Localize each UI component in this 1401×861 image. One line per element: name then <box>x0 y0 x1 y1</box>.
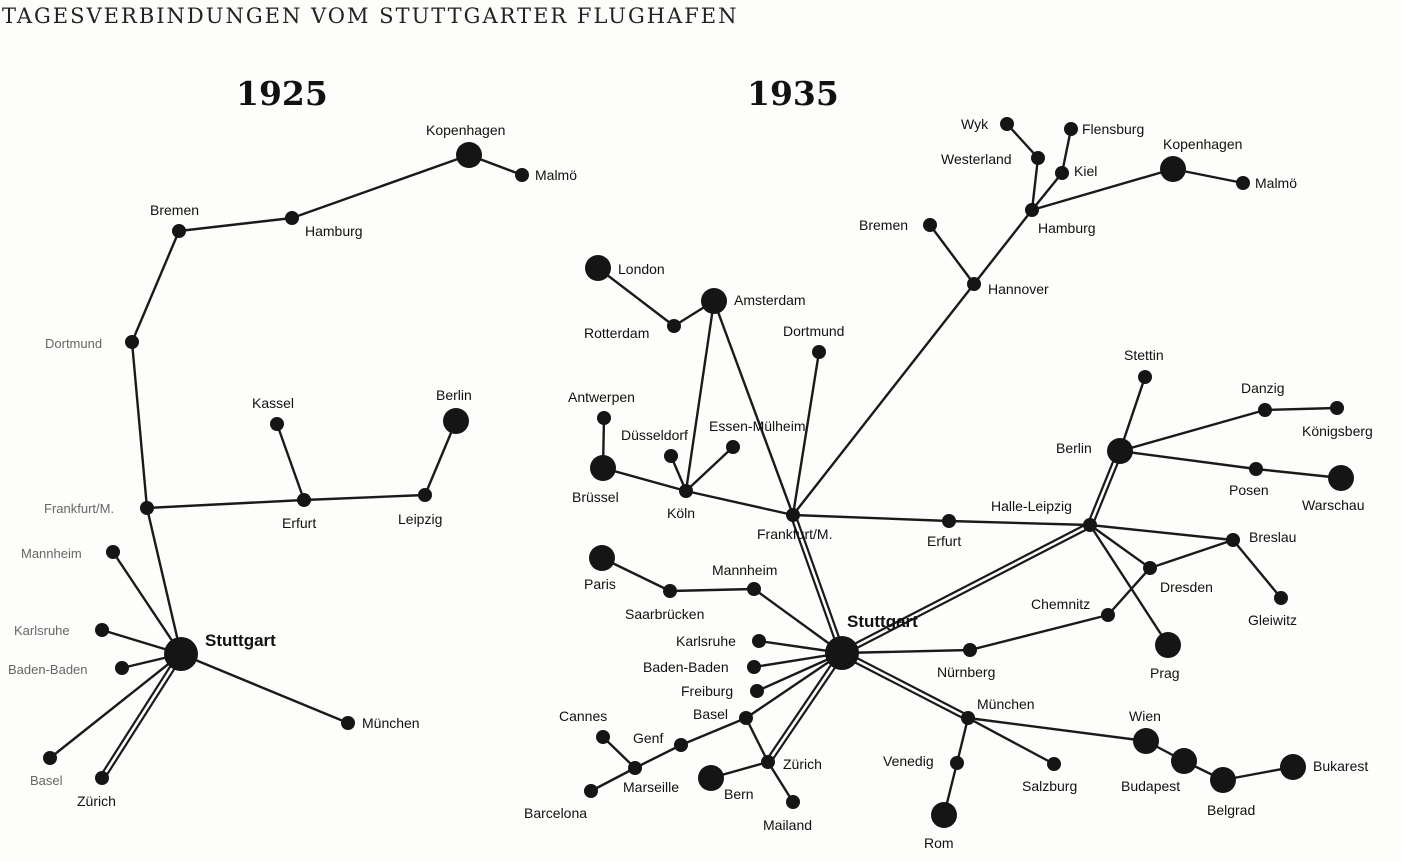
city-marker <box>786 795 800 809</box>
route-1935-koeln-essen <box>686 447 733 491</box>
city-label: Basel <box>30 773 63 788</box>
route-1935-halle-prag <box>1090 525 1168 645</box>
city-label: Erfurt <box>282 515 317 531</box>
city-marker <box>1047 757 1061 771</box>
route-1935-stuttgart-nuernberg <box>842 650 970 653</box>
city-1935-paris <box>584 545 616 592</box>
city-1925-berlin <box>436 387 472 434</box>
city-1925-kassel <box>252 395 294 431</box>
city-marker <box>1330 401 1344 415</box>
city-label: Danzig <box>1241 380 1285 396</box>
city-label: Frankfurt/M. <box>44 501 115 516</box>
city-1935-koeln <box>667 484 695 521</box>
city-1935-hamburg <box>1025 203 1096 236</box>
city-label: Flensburg <box>1082 121 1145 137</box>
route-1935-basel-zuerich <box>746 718 768 762</box>
city-marker <box>628 761 642 775</box>
city-1935-karlsruhe <box>676 633 766 649</box>
city-label: Königsberg <box>1302 423 1373 439</box>
city-label: Venedig <box>883 753 934 769</box>
city-marker <box>750 684 764 698</box>
city-1925-dortmund <box>45 335 139 351</box>
city-label: Prag <box>1150 665 1180 681</box>
city-label: Chemnitz <box>1031 596 1091 612</box>
city-1935-flensburg <box>1064 121 1144 137</box>
city-label: Saarbrücken <box>625 606 705 622</box>
city-label: Gleiwitz <box>1248 612 1298 628</box>
city-1935-danzig <box>1241 380 1285 417</box>
route-1935-berlin-posen <box>1120 451 1256 469</box>
city-1935-berlin <box>1056 438 1133 464</box>
city-label: Köln <box>667 505 696 521</box>
city-label: Antwerpen <box>568 389 635 405</box>
city-marker <box>418 488 432 502</box>
city-1935-budapest <box>1121 748 1197 794</box>
city-label: Essen-Mülheim <box>709 418 806 434</box>
route-1935-frankfurt-amsterdam <box>714 301 793 515</box>
city-1935-cannes <box>559 708 610 744</box>
city-marker <box>115 661 129 675</box>
city-label: Kopenhagen <box>426 122 506 138</box>
city-label: Budapest <box>1121 778 1181 794</box>
route-1925-kassel-erfurt <box>277 424 304 500</box>
city-marker <box>1055 166 1069 180</box>
city-label: Berlin <box>436 387 472 403</box>
route-1935-frankfurt-hannover <box>793 284 974 515</box>
route-1935-berlin-danzig <box>1120 410 1265 451</box>
city-1935-warschau <box>1302 465 1365 513</box>
city-1925-frankfurt <box>44 501 154 516</box>
city-marker <box>961 711 975 725</box>
route-1935-hannover-bremen <box>930 225 974 284</box>
city-marker <box>825 636 859 670</box>
city-marker <box>297 493 311 507</box>
city-marker <box>1210 767 1236 793</box>
route-1935-koeln-amsterdam <box>686 301 714 491</box>
city-1935-prag <box>1150 632 1181 681</box>
city-1935-essen <box>709 418 805 454</box>
city-marker <box>963 643 977 657</box>
city-marker <box>1226 533 1240 547</box>
city-marker <box>1083 518 1097 532</box>
city-label: Hamburg <box>1038 220 1096 236</box>
city-label: Kiel <box>1074 163 1098 179</box>
city-label: Bremen <box>859 217 909 233</box>
route-1935-frankfurt-koeln <box>686 491 793 515</box>
city-marker <box>1280 754 1306 780</box>
city-label: Stuttgart <box>847 612 918 631</box>
city-marker <box>1064 122 1078 136</box>
city-marker <box>752 634 766 648</box>
city-1935-duesseldorf <box>621 427 688 463</box>
city-marker <box>1249 462 1263 476</box>
city-marker <box>747 582 761 596</box>
city-marker <box>747 660 761 674</box>
route-1935-hamburg-kopenhagen <box>1032 169 1173 210</box>
route-1925-erfurt-leipzig <box>304 495 425 500</box>
city-1925-hamburg <box>285 211 363 239</box>
city-1925-basel <box>30 751 63 788</box>
city-marker <box>164 637 198 671</box>
city-1935-amsterdam <box>701 288 806 314</box>
city-marker <box>95 771 109 785</box>
city-1935-venedig <box>883 753 964 770</box>
route-1935-frankfurt-erfurt <box>793 515 949 521</box>
city-label: Hannover <box>988 281 1049 297</box>
city-marker <box>1274 591 1288 605</box>
city-marker <box>596 730 610 744</box>
route-1935-chemnitz-nuernberg <box>970 615 1108 650</box>
city-1935-gleiwitz <box>1248 591 1297 628</box>
city-marker <box>1031 151 1045 165</box>
city-marker <box>270 417 284 431</box>
route-1925-hamburg-kopenhagen <box>292 155 469 218</box>
city-label: Wyk <box>961 116 989 132</box>
city-marker <box>701 288 727 314</box>
city-1935-rotterdam <box>584 319 681 341</box>
city-label: Wien <box>1129 708 1161 724</box>
route-1925-frankfurt-dortmund <box>132 342 147 508</box>
city-marker <box>341 716 355 730</box>
city-1935-bukarest <box>1280 754 1368 780</box>
city-label: Bern <box>724 786 754 802</box>
city-label: Nürnberg <box>937 664 996 680</box>
city-1935-salzburg <box>1022 757 1077 794</box>
links-1925 <box>50 155 522 779</box>
city-marker <box>739 711 753 725</box>
route-1935-danzig-koenigsberg <box>1265 408 1337 410</box>
city-marker <box>923 218 937 232</box>
city-label: Leipzig <box>398 511 443 527</box>
city-marker <box>1025 203 1039 217</box>
city-label: Baden-Baden <box>8 662 88 677</box>
city-label: Stuttgart <box>205 631 276 650</box>
city-label: Dresden <box>1160 579 1213 595</box>
city-label: Baden-Baden <box>643 659 729 675</box>
city-1935-hannover <box>967 277 1049 297</box>
city-1925-zuerich <box>77 771 116 809</box>
city-marker <box>1138 370 1152 384</box>
city-marker <box>106 545 120 559</box>
city-label: Mannheim <box>712 562 778 578</box>
route-1935-stuttgart-muenchen <box>841 651 969 720</box>
city-marker <box>950 756 964 770</box>
city-label: Dortmund <box>783 323 845 339</box>
city-label: Basel <box>693 706 729 722</box>
page-title: TAGESVERBINDUNGEN VOM STUTTGARTER FLUGHAFEN <box>2 4 739 28</box>
city-1935-wien <box>1129 708 1161 754</box>
city-label: Berlin <box>1056 440 1092 456</box>
city-marker <box>43 751 57 765</box>
city-marker <box>674 738 688 752</box>
city-1925-bremen <box>150 202 199 238</box>
city-label: Stettin <box>1124 347 1164 363</box>
route-1925-stuttgart-mannheim <box>113 552 181 654</box>
city-label: Düsseldorf <box>621 427 688 443</box>
city-label: Malmö <box>535 167 578 183</box>
city-label: Zürich <box>77 793 116 809</box>
year-1935-heading: 1935 <box>747 74 839 113</box>
city-label: Halle-Leipzig <box>991 498 1072 514</box>
city-label: Genf <box>633 730 664 746</box>
city-marker <box>1107 438 1133 464</box>
city-1935-nuernberg <box>937 643 995 680</box>
city-marker <box>95 623 109 637</box>
city-label: Posen <box>1229 482 1269 498</box>
city-1935-wyk <box>961 116 1014 132</box>
city-1935-mailand <box>763 795 812 833</box>
city-marker <box>1160 156 1186 182</box>
route-1925-bremen-hamburg <box>179 218 292 231</box>
city-marker <box>726 440 740 454</box>
city-1935-dresden <box>1143 561 1213 595</box>
city-marker <box>812 345 826 359</box>
city-1935-antwerpen <box>568 389 635 425</box>
city-label: London <box>618 261 665 277</box>
city-marker <box>597 411 611 425</box>
city-label: Brüssel <box>572 489 619 505</box>
city-marker <box>663 584 677 598</box>
city-marker <box>585 255 611 281</box>
route-1935-halle-breslau <box>1090 525 1233 540</box>
city-label: Rom <box>924 835 954 851</box>
city-marker <box>664 449 678 463</box>
city-label: Zürich <box>783 756 822 772</box>
nodes-1935 <box>524 116 1373 851</box>
city-marker <box>456 142 482 168</box>
city-1935-chemnitz <box>1031 596 1115 622</box>
city-1935-stettin <box>1124 347 1164 384</box>
city-label: Bukarest <box>1313 758 1369 774</box>
city-1935-malmoe <box>1236 175 1297 191</box>
route-1935-hannover-hamburg <box>974 210 1032 284</box>
city-marker <box>285 211 299 225</box>
city-label: Rotterdam <box>584 325 650 341</box>
city-label: Freiburg <box>681 683 734 699</box>
city-1935-bremen <box>859 217 937 233</box>
city-marker <box>667 319 681 333</box>
city-1925-karlsruhe <box>14 623 109 638</box>
map-1935 <box>524 116 1373 851</box>
city-label: Marseille <box>623 779 680 795</box>
city-marker <box>1236 176 1250 190</box>
city-1935-london <box>585 255 665 281</box>
city-1935-genf <box>633 730 688 752</box>
city-label: Cannes <box>559 708 608 724</box>
city-marker <box>515 168 529 182</box>
city-label: Salzburg <box>1022 778 1078 794</box>
city-marker <box>931 802 957 828</box>
route-1925-stuttgart-muenchen <box>181 654 348 723</box>
city-marker <box>679 484 693 498</box>
city-label: Karlsruhe <box>676 633 736 649</box>
city-label: Erfurt <box>927 533 962 549</box>
city-1935-westerland <box>941 151 1045 167</box>
city-label: Amsterdam <box>734 292 806 308</box>
city-marker <box>1155 632 1181 658</box>
city-marker <box>589 545 615 571</box>
city-label: Karlsruhe <box>14 623 70 638</box>
city-label: Malmö <box>1255 175 1298 191</box>
city-1935-marseille <box>623 761 679 795</box>
city-1925-badenbaden <box>8 661 129 677</box>
city-marker <box>125 335 139 349</box>
route-1935-muenchen-wien <box>968 718 1146 741</box>
route-1925-frankfurt-erfurt <box>147 500 304 508</box>
city-label: Breslau <box>1249 529 1297 545</box>
city-1935-koenigsberg <box>1302 401 1373 439</box>
city-label: Hamburg <box>305 223 363 239</box>
city-marker <box>443 408 469 434</box>
city-1935-freiburg <box>681 683 764 699</box>
city-marker <box>590 455 616 481</box>
city-1935-dortmund <box>783 323 844 359</box>
city-1935-bruessel <box>572 455 619 505</box>
route-1935-genf-marseille <box>635 745 681 768</box>
city-label: Mailand <box>763 817 813 833</box>
map-1925 <box>8 122 577 809</box>
city-1935-badenbaden <box>643 659 761 675</box>
city-label: Westerland <box>941 151 1012 167</box>
city-label: Barcelona <box>524 805 588 821</box>
city-marker <box>140 501 154 515</box>
city-marker <box>1171 748 1197 774</box>
city-marker <box>786 508 800 522</box>
route-1935-stuttgart-halle <box>841 523 1091 655</box>
city-label: Warschau <box>1302 497 1365 513</box>
city-marker <box>698 765 724 791</box>
route-1935-muenchen-salzburg <box>968 718 1054 764</box>
city-label: Bremen <box>150 202 200 218</box>
city-1925-leipzig <box>398 488 442 527</box>
route-1935-basel-genf <box>681 718 746 745</box>
city-1935-rom <box>924 802 957 851</box>
city-marker <box>172 224 186 238</box>
city-label: München <box>977 696 1035 712</box>
city-1935-breslau <box>1226 529 1296 547</box>
city-label: Belgrad <box>1207 802 1256 818</box>
city-label: Paris <box>584 576 616 592</box>
route-1925-dortmund-bremen <box>132 231 179 342</box>
city-marker <box>1143 561 1157 575</box>
city-marker <box>967 277 981 291</box>
city-marker <box>1133 728 1159 754</box>
city-label: Kassel <box>252 395 295 411</box>
route-1925-stuttgart-zuerich <box>100 653 183 780</box>
route-1925-stuttgart-frankfurt <box>147 508 181 654</box>
city-marker <box>942 514 956 528</box>
city-marker <box>1258 403 1272 417</box>
city-marker <box>1328 465 1354 491</box>
route-1935-breslau-gleiwitz <box>1233 540 1281 598</box>
city-1925-kopenhagen <box>426 122 505 168</box>
city-1935-barcelona <box>524 784 598 821</box>
route-1935-dresden-breslau <box>1150 540 1233 568</box>
city-1935-basel <box>693 706 753 725</box>
city-1925-malmoe <box>515 167 577 183</box>
city-marker <box>584 784 598 798</box>
city-label: Mannheim <box>21 546 82 561</box>
city-marker <box>761 755 775 769</box>
city-label: Kopenhagen <box>1163 136 1243 152</box>
city-label: Frankfurt/M. <box>757 526 833 542</box>
city-1935-kiel <box>1055 163 1097 180</box>
city-label: München <box>362 715 420 731</box>
city-label: Dortmund <box>45 336 103 351</box>
year-1925-heading: 1925 <box>236 74 328 113</box>
city-1925-mannheim <box>21 545 120 561</box>
city-marker <box>1000 117 1014 131</box>
route-1935-erfurt-halle <box>949 521 1090 525</box>
city-marker <box>1101 608 1115 622</box>
city-1935-bern <box>698 765 754 802</box>
city-1925-stuttgart <box>164 631 276 671</box>
route-1935-mannheim-saarbruecken <box>670 589 754 591</box>
city-1925-muenchen <box>341 715 420 731</box>
city-1935-zuerich <box>761 755 822 772</box>
